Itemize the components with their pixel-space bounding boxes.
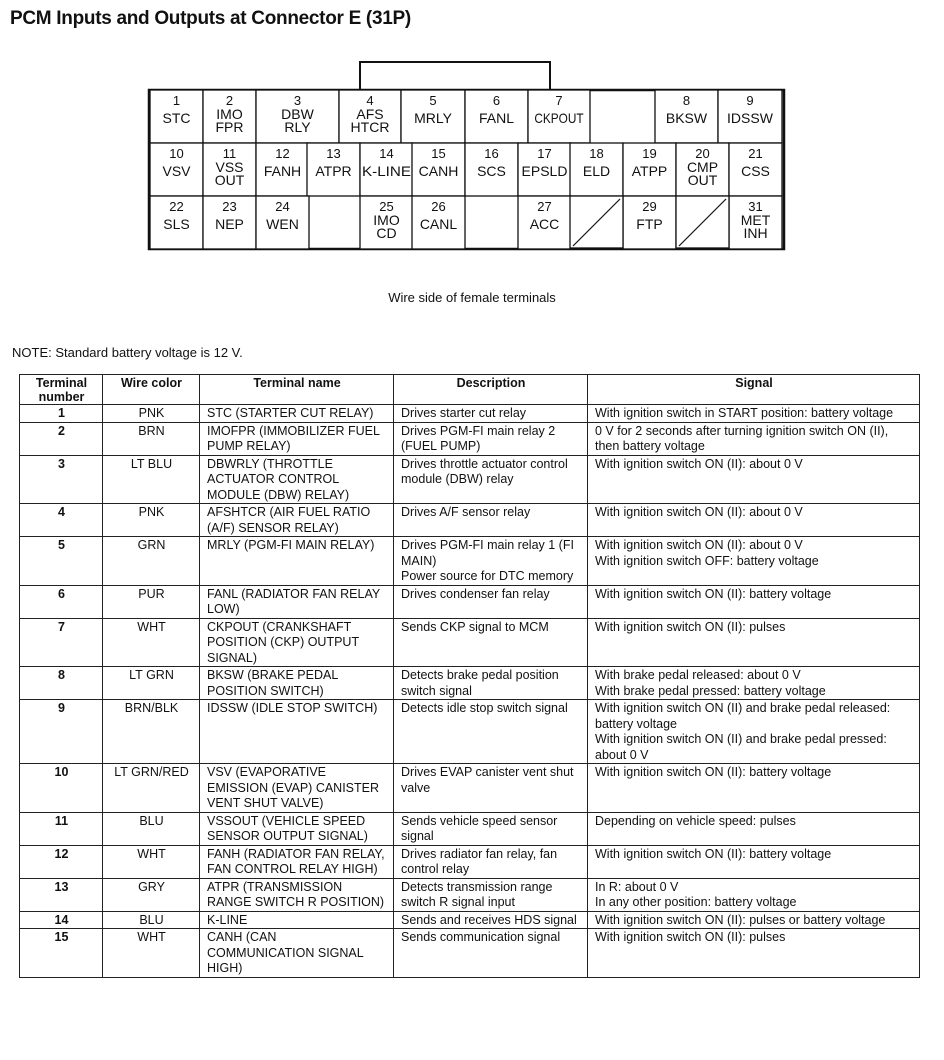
terminal-name-cell-line: IMOFPR (IMMOBILIZER FUEL PUMP RELAY) (207, 423, 380, 453)
terminal-cell-26 (412, 196, 465, 249)
terminal-cell-7 (528, 90, 590, 143)
description-cell-line: Sends communication signal (401, 930, 561, 944)
terminal-number-cell-line: 5 (58, 538, 65, 552)
terminal-label: WEN (266, 216, 299, 232)
description-cell (394, 422, 588, 455)
terminal-name-cell (200, 929, 394, 978)
description-cell (394, 700, 588, 764)
terminal-number-cell-line: 13 (54, 879, 69, 894)
signal-cell-line: With ignition switch ON (II): about 0 V (595, 538, 803, 552)
terminal-number: 27 (537, 199, 552, 214)
terminal-name-cell-line: IDSSW (IDLE STOP SWITCH) (207, 701, 378, 715)
signal-cell-line: With brake pedal released: about 0 V (595, 668, 801, 682)
signal-cell-line: In R: about 0 V (595, 879, 679, 894)
description-cell-line: Detects transmission range switch R signal input (401, 879, 553, 909)
connector-lock-tab (360, 62, 550, 90)
terminal-number-cell-line: 6 (58, 586, 65, 601)
header-description: Description (394, 375, 588, 405)
terminal-name-cell (200, 537, 394, 586)
description-cell-line: Drives starter cut relay (401, 406, 527, 420)
wire-color-cell (103, 700, 200, 764)
terminal-label: RLY (284, 119, 311, 135)
table-row (20, 667, 920, 700)
table-row (20, 537, 920, 586)
terminal-name-cell-line: BKSW (BRAKE PEDAL POSITION SWITCH) (207, 668, 338, 698)
terminal-number: 17 (537, 146, 552, 161)
signal-cell-line: Depending on vehicle speed: pulses (595, 813, 796, 828)
terminal-label: STC (162, 110, 191, 126)
terminal-cell-12 (256, 143, 309, 196)
signal-cell-line: With ignition switch ON (II): pulses (595, 930, 786, 944)
wire-color-cell (103, 929, 200, 978)
terminal-number-cell (20, 585, 103, 618)
terminal-number-cell (20, 618, 103, 667)
connector-diagram (0, 0, 944, 260)
terminal-label: FANL (478, 110, 515, 126)
header-terminal-number: Terminal number (20, 375, 103, 405)
terminal-number-cell (20, 537, 103, 586)
terminal-label: CANH (418, 163, 459, 179)
description-cell (394, 504, 588, 537)
wire-color-cell (103, 455, 200, 504)
terminal-number-cell-line: 4 (58, 505, 65, 519)
terminal-number: 5 (429, 93, 437, 108)
terminal-label: IMO (216, 106, 243, 122)
wire-color-cell (103, 812, 200, 845)
terminal-number-cell (20, 878, 103, 911)
wire-color-cell-line: LT GRN (129, 668, 174, 682)
table-row (20, 911, 920, 929)
terminal-number-cell (20, 911, 103, 929)
wire-color-cell-line: GRN (137, 538, 166, 552)
signal-cell-line: With ignition switch ON (II): pulses (595, 619, 786, 634)
terminal-number-cell (20, 700, 103, 764)
page-title: PCM Inputs and Outputs at Connector E (31P) (10, 8, 411, 29)
table-row (20, 585, 920, 618)
terminal-number: 1 (172, 93, 181, 108)
signal-cell-line: With ignition switch ON (II): about 0 V (595, 456, 803, 471)
empty-cavity-30 (676, 196, 729, 248)
terminal-number: 10 (169, 146, 184, 161)
terminal-name-cell (200, 455, 394, 504)
terminal-label: FANH (263, 163, 302, 179)
description-cell-line: Sends CKP signal to MCM (401, 619, 549, 634)
wire-color-cell-line: WHT (137, 619, 166, 634)
terminal-name-cell (200, 585, 394, 618)
terminal-name-cell (200, 845, 394, 878)
wire-color-cell-line: PNK (138, 406, 165, 420)
terminal-label: ACC (529, 216, 560, 232)
signal-cell-line: With brake pedal pressed: battery voltage (595, 683, 826, 698)
table-row (20, 700, 920, 764)
terminal-label: EPSLD (521, 163, 568, 179)
terminal-label: CSS (741, 163, 770, 179)
terminal-label: CANL (419, 216, 458, 232)
terminal-name-cell-line: VSSOUT (VEHICLE SPEED SENSOR OUTPUT SIGNAL) (207, 813, 368, 843)
terminal-name-cell (200, 618, 394, 667)
table-row (20, 929, 920, 978)
terminal-label: FPR (215, 119, 244, 135)
signal-cell (588, 405, 920, 423)
description-cell (394, 812, 588, 845)
signal-cell (588, 845, 920, 878)
terminal-number: 19 (642, 146, 657, 161)
terminal-label: IDSSW (727, 110, 773, 126)
description-cell-line: Drives PGM-FI main relay 2 (FUEL PUMP) (401, 423, 556, 453)
terminal-cell-20 (676, 143, 729, 196)
terminal-number: 29 (642, 199, 657, 214)
description-cell (394, 455, 588, 504)
terminal-label: OUT (214, 172, 245, 188)
terminal-label: K-LINE (362, 163, 411, 179)
terminal-cell-14 (360, 143, 413, 196)
terminal-label: INH (743, 225, 768, 241)
terminal-name-cell (200, 878, 394, 911)
signal-cell (588, 667, 920, 700)
terminal-label: CD (376, 225, 397, 241)
terminal-number: 15 (431, 146, 446, 161)
signal-cell-line: With ignition switch ON (II): pulses or battery voltage (595, 912, 886, 927)
description-cell-line: Drives radiator fan relay, fan control relay (401, 846, 558, 876)
terminal-cell-17 (518, 143, 571, 196)
signal-cell-line: With ignition switch ON (II): battery voltage (595, 586, 832, 601)
description-cell (394, 764, 588, 813)
signal-cell (588, 504, 920, 537)
signal-cell (588, 911, 920, 929)
terminal-number: 23 (222, 199, 237, 214)
terminal-number: 7 (555, 93, 563, 108)
table-row (20, 422, 920, 455)
signal-cell (588, 537, 920, 586)
header-wire-color: Wire color (103, 375, 200, 405)
terminal-cell-21 (729, 143, 782, 196)
terminal-label: VSS (215, 159, 244, 175)
description-cell (394, 911, 588, 929)
terminal-number: 21 (748, 146, 763, 161)
terminal-number: 20 (695, 146, 710, 161)
wire-color-cell-line: LT GRN/RED (114, 765, 189, 779)
wire-color-cell-line: LT BLU (130, 456, 173, 471)
terminal-name-cell (200, 911, 394, 929)
terminal-label: CKPOUT (534, 110, 584, 126)
description-cell-line: Detects brake pedal position switch signal (401, 668, 559, 698)
terminal-number: 12 (275, 146, 290, 161)
signal-cell-line: In any other position: battery voltage (595, 895, 797, 909)
signal-cell-line: With ignition switch ON (II): about 0 V (595, 505, 803, 519)
wire-color-cell (103, 585, 200, 618)
terminal-name-cell-line: FANL (RADIATOR FAN RELAY LOW) (207, 586, 380, 616)
terminal-number-cell (20, 845, 103, 878)
terminal-label: ATPP (631, 163, 668, 179)
terminal-cell-29 (623, 196, 676, 249)
header-signal: Signal (588, 375, 920, 405)
wire-color-cell (103, 845, 200, 878)
terminal-name-cell-line: AFSHTCR (AIR FUEL RATIO (A/F) SENSOR RELAY) (207, 505, 371, 535)
terminal-number-cell (20, 455, 103, 504)
terminal-name-cell (200, 405, 394, 423)
signal-cell-line: With ignition switch ON (II) and brake pedal pressed: about 0 V (595, 732, 887, 762)
terminal-label: ELD (582, 163, 611, 179)
terminal-label: MET (740, 212, 771, 228)
terminal-number-cell-line: 15 (54, 930, 69, 944)
terminal-cell-13 (307, 143, 360, 196)
terminal-number: 18 (589, 146, 604, 161)
terminal-label: FTP (636, 216, 663, 232)
terminal-number: 14 (379, 146, 394, 161)
description-cell (394, 618, 588, 667)
terminal-number: 4 (366, 93, 374, 108)
terminal-cell-9 (718, 90, 782, 143)
terminal-number-cell-line: 8 (58, 668, 65, 682)
wire-color-cell-line: BRN/BLK (124, 701, 179, 715)
signal-cell-line: With ignition switch ON (II) and brake pedal released: battery voltage (595, 701, 891, 731)
terminal-number-cell (20, 929, 103, 978)
terminal-name-cell-line: MRLY (PGM-FI MAIN RELAY) (207, 538, 375, 552)
signal-cell (588, 878, 920, 911)
terminal-label: MRLY (414, 110, 452, 126)
terminal-label: SCS (477, 163, 506, 179)
terminal-name-cell (200, 764, 394, 813)
wire-color-cell-line: BRN (138, 423, 165, 438)
signal-cell (588, 455, 920, 504)
signal-cell-line: With ignition switch ON (II): battery voltage (595, 846, 832, 861)
description-cell (394, 537, 588, 586)
terminal-cell-5 (401, 90, 465, 143)
signal-cell (588, 929, 920, 978)
terminal-label: DBW (281, 106, 314, 122)
table-row (20, 764, 920, 813)
terminal-number-cell-line: 10 (54, 765, 69, 779)
terminal-cell-22 (150, 196, 203, 249)
terminal-cell-27 (518, 196, 571, 249)
signal-cell (588, 618, 920, 667)
terminal-cell-31 (729, 196, 782, 249)
terminal-cell-2 (203, 90, 256, 143)
wire-color-cell (103, 618, 200, 667)
terminal-number: 6 (492, 93, 501, 108)
terminal-number: 3 (293, 93, 302, 108)
wire-color-cell (103, 667, 200, 700)
table-row (20, 405, 920, 423)
wire-color-cell-line: WHT (137, 846, 166, 861)
table-row (20, 455, 920, 504)
wire-color-cell (103, 764, 200, 813)
table-row (20, 618, 920, 667)
signal-cell-line: With ignition switch OFF: battery voltage (595, 553, 819, 568)
description-cell-line: Power source for DTC memory (401, 569, 574, 583)
terminal-number: 25 (379, 199, 394, 214)
wire-color-cell (103, 405, 200, 423)
terminal-cell-8 (655, 90, 718, 143)
table-row (20, 812, 920, 845)
description-cell-line: Drives condenser fan relay (401, 586, 550, 601)
terminal-number: 22 (169, 199, 184, 214)
terminal-number-cell-line: 7 (58, 619, 65, 634)
description-cell-line: Drives EVAP canister vent shut valve (401, 765, 574, 795)
terminal-number-cell-line: 1 (58, 406, 65, 420)
terminal-cell-23 (203, 196, 256, 249)
terminal-label: BKSW (665, 110, 708, 126)
description-cell-line: Detects idle stop switch signal (401, 701, 568, 715)
terminal-number-cell (20, 812, 103, 845)
terminal-number: 8 (682, 93, 691, 108)
description-cell-line: Drives A/F sensor relay (401, 505, 531, 519)
table-header-row (20, 375, 920, 405)
wire-color-cell (103, 504, 200, 537)
terminal-name-cell-line: DBWRLY (THROTTLE ACTUATOR CONTROL MODULE (DBW) RELAY) (207, 456, 350, 502)
terminal-label: VSV (162, 163, 191, 179)
table-row (20, 504, 920, 537)
signal-cell (588, 764, 920, 813)
terminal-label: SLS (163, 216, 190, 232)
terminal-number-cell-line: 3 (58, 456, 65, 471)
signal-cell (588, 585, 920, 618)
terminal-name-cell-line: CANH (CAN COMMUNICATION SIGNAL HIGH) (207, 930, 364, 975)
diagram-caption: Wire side of female terminals (388, 290, 556, 305)
terminal-label: NEP (215, 216, 244, 232)
wire-color-cell (103, 422, 200, 455)
terminal-number-cell (20, 504, 103, 537)
terminal-cell-4 (339, 90, 401, 143)
terminal-name-cell-line: VSV (EVAPORATIVE EMISSION (EVAP) CANISTER VENT SHUT VALVE) (207, 765, 380, 810)
terminal-cell-15 (412, 143, 465, 196)
wire-color-cell-line: WHT (137, 930, 166, 944)
wire-color-cell-line: BLU (139, 813, 164, 828)
description-cell (394, 845, 588, 878)
signal-cell (588, 812, 920, 845)
header-terminal-name: Terminal name (200, 375, 394, 405)
table-row (20, 878, 920, 911)
terminal-number-cell (20, 422, 103, 455)
terminal-cell-18 (570, 143, 623, 196)
terminal-cell-10 (150, 143, 203, 196)
terminal-name-cell-line: K-LINE (207, 912, 248, 927)
terminal-name-cell (200, 700, 394, 764)
description-cell-line: Sends and receives HDS signal (401, 912, 577, 927)
description-cell (394, 929, 588, 978)
signal-cell (588, 700, 920, 764)
terminal-cell-19 (623, 143, 676, 196)
terminal-number-cell (20, 764, 103, 813)
terminal-label: ATPR (315, 163, 352, 179)
terminal-name-cell-line: STC (STARTER CUT RELAY) (207, 406, 374, 420)
description-cell-line: Sends vehicle speed sensor signal (401, 813, 558, 843)
terminal-name-cell-line: CKPOUT (CRANKSHAFT POSITION (CKP) OUTPUT SIGNAL) (207, 619, 359, 665)
terminal-number-cell-line: 14 (54, 912, 69, 927)
terminal-label: OUT (687, 172, 718, 188)
terminal-cell-11 (203, 143, 256, 196)
terminal-cell-3 (256, 90, 339, 143)
terminal-name-cell-line: FANH (RADIATOR FAN RELAY, FAN CONTROL RELAY HIGH) (207, 846, 385, 876)
terminal-name-cell (200, 812, 394, 845)
terminal-number: 31 (748, 199, 763, 214)
table-row (20, 845, 920, 878)
description-cell (394, 667, 588, 700)
terminal-table (19, 374, 920, 978)
terminal-name-cell-line: ATPR (TRANSMISSION RANGE SWITCH R POSITION) (207, 879, 385, 909)
signal-cell-line: With ignition switch ON (II): battery voltage (595, 765, 832, 779)
terminal-number: 24 (275, 199, 290, 214)
terminal-cell-25 (360, 196, 413, 249)
terminal-cell-6 (465, 90, 528, 143)
terminal-number: 9 (746, 93, 754, 108)
wire-color-cell-line: PUR (138, 586, 165, 601)
wire-color-cell-line: PNK (138, 505, 165, 519)
terminal-number-cell-line: 2 (58, 423, 65, 438)
terminal-number: 11 (222, 146, 237, 161)
wire-color-cell (103, 537, 200, 586)
description-cell (394, 878, 588, 911)
empty-cavity-28 (570, 196, 623, 248)
description-cell (394, 585, 588, 618)
terminal-number: 2 (225, 93, 234, 108)
terminal-number-cell (20, 667, 103, 700)
terminal-label: IMO (373, 212, 400, 228)
terminal-number-cell-line: 9 (58, 701, 65, 715)
terminal-cell-24 (256, 196, 309, 249)
terminal-label: AFS (356, 106, 384, 122)
description-cell-line: Drives PGM-FI main relay 1 (FI MAIN) (401, 538, 574, 568)
wire-color-cell-line: GRY (138, 879, 165, 894)
terminal-name-cell (200, 504, 394, 537)
voltage-note: NOTE: Standard battery voltage is 12 V. (12, 345, 243, 360)
terminal-number-cell-line: 12 (54, 846, 69, 861)
terminal-label: HTCR (350, 119, 390, 135)
terminal-name-cell (200, 667, 394, 700)
signal-cell (588, 422, 920, 455)
wire-color-cell-line: BLU (139, 912, 164, 927)
terminal-cell-16 (465, 143, 518, 196)
terminal-cell-1 (150, 90, 203, 143)
wire-color-cell (103, 911, 200, 929)
terminal-number: 26 (431, 199, 446, 214)
terminal-number: 13 (326, 146, 341, 161)
description-cell (394, 405, 588, 423)
terminal-number-cell (20, 405, 103, 423)
terminal-number-cell-line: 11 (54, 813, 69, 828)
wire-color-cell (103, 878, 200, 911)
terminal-label: CMP (686, 159, 719, 175)
signal-cell-line: With ignition switch in START position: battery voltage (595, 406, 894, 420)
signal-cell-line: 0 V for 2 seconds after turning ignition switch ON (II), then battery voltage (595, 423, 889, 453)
terminal-name-cell (200, 422, 394, 455)
terminal-number: 16 (484, 146, 499, 161)
description-cell-line: Drives throttle actuator control module (DBW) relay (401, 456, 568, 486)
